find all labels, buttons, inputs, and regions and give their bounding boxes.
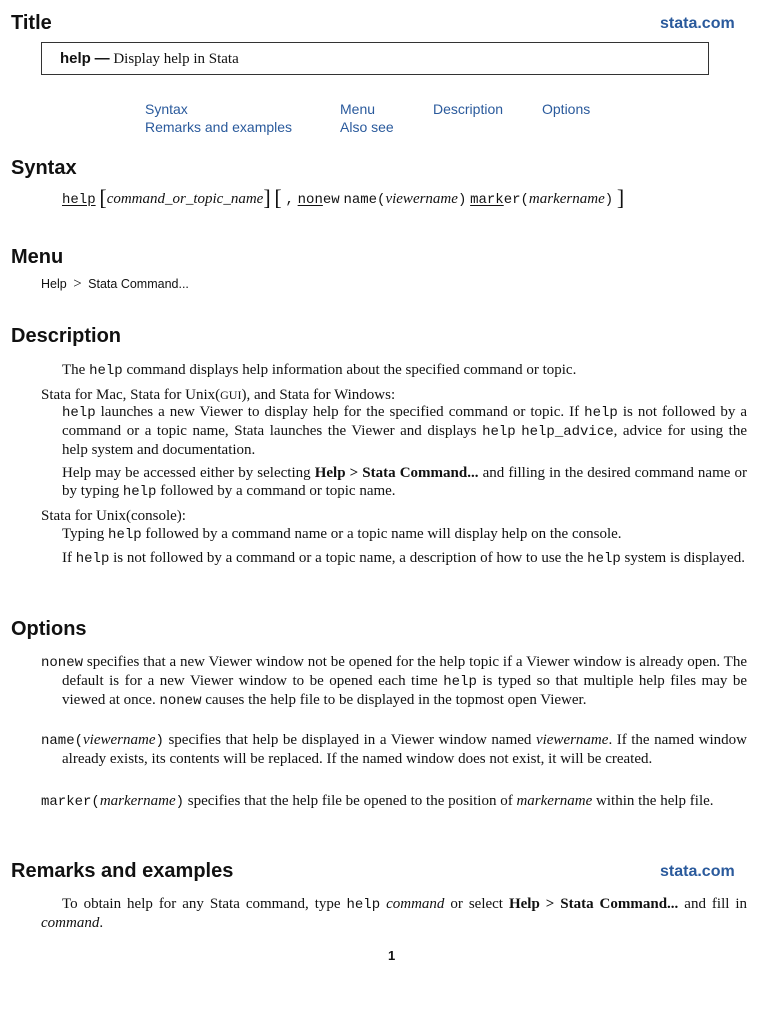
syntax-nonew-option xyxy=(298,192,340,208)
option-nonew-text-c: causes the help file to be displayed in the topmost open Viewer. xyxy=(205,692,587,708)
menu-path-command: Stata Command... xyxy=(88,277,189,291)
option-marker-text-b: within the help file. xyxy=(596,793,714,809)
option-name-arg: viewername xyxy=(83,732,156,748)
description-para-2 xyxy=(62,403,747,459)
desc-p2-code-3: help xyxy=(482,424,516,440)
option-nonew-code: nonew xyxy=(41,655,84,671)
syntax-marker-rest: er( xyxy=(503,192,529,208)
desc-p5-text-b: is not followed by a command or a topic name, a description of how to use the xyxy=(113,550,584,566)
title-cmd: help xyxy=(60,50,91,67)
option-name-arg-2: viewername xyxy=(535,732,609,748)
syntax-rbracket-2: ] xyxy=(616,185,625,210)
syntax-lbracket-1: [ xyxy=(99,185,107,210)
option-marker-arg: markername xyxy=(99,793,176,809)
syntax-viewername-arg: viewername xyxy=(385,191,458,207)
syntax-nonew-rest: ew xyxy=(322,192,340,208)
syntax-line xyxy=(62,185,625,210)
desc-p3-text-b: and filling in the desired command name or by typing xyxy=(62,465,747,499)
nav-menu-link[interactable]: Menu xyxy=(340,101,376,117)
desc-p1-code: help xyxy=(89,363,123,379)
remarks-arg: command xyxy=(386,896,445,912)
stata-link-top[interactable]: stata.com xyxy=(660,15,735,32)
menu-path-help: Help xyxy=(41,277,67,291)
remarks-arg-2: command xyxy=(41,915,100,931)
remarks-heading: Remarks and examples xyxy=(11,860,234,882)
syntax-help-cmd: help xyxy=(62,192,96,208)
title-box-text xyxy=(60,50,239,68)
desc-p4-code: help xyxy=(108,527,142,543)
remarks-para xyxy=(41,895,747,932)
syntax-lbracket-2: [ xyxy=(274,185,282,210)
mac-head-gui: GUI xyxy=(220,388,242,402)
option-nonew-text-a: specifies that a new Viewer window not be opened for the help topic if a Viewer window is already open. The default is for a new Viewer window to be opened each time xyxy=(62,654,748,689)
syntax-heading: Syntax xyxy=(11,157,77,179)
unix-platform-heading: Stata for Unix(console): xyxy=(41,508,186,524)
syntax-rbracket-1: ] xyxy=(263,185,271,210)
page-number: 1 xyxy=(388,948,396,963)
option-name-text-b: . If the named window already exists, its contents will be replaced. If the named window does not exist, it will be created. xyxy=(62,732,747,767)
nav-description-link[interactable]: Description xyxy=(433,101,504,117)
desc-p2-text-c: , advice for using the help system and documentation. xyxy=(62,423,748,458)
desc-p2-text-a: launches a new Viewer to display help for the specified command or topic. If xyxy=(100,404,580,420)
syntax-markername-arg: markername xyxy=(528,191,605,207)
desc-p5-text-a: If xyxy=(62,550,72,566)
option-marker-code: marker( xyxy=(41,794,100,810)
desc-p3-text-a: Help may be accessed either by selecting xyxy=(62,465,311,481)
nav-syntax-link[interactable]: Syntax xyxy=(145,101,188,117)
menu-path xyxy=(41,276,189,293)
option-marker xyxy=(41,792,747,811)
option-nonew-code-3: nonew xyxy=(159,693,202,709)
desc-p5-code-2: help xyxy=(587,551,621,567)
option-nonew-code-2: help xyxy=(443,674,477,690)
stata-link-remarks[interactable]: stata.com xyxy=(660,863,735,880)
syntax-marker-option xyxy=(470,192,529,208)
syntax-arg: command_or_topic_name xyxy=(106,191,264,207)
option-name-code: name( xyxy=(41,733,84,749)
desc-p5-text-c: system is displayed. xyxy=(624,550,745,566)
page-title: Title xyxy=(11,12,52,34)
desc-p5-code-1: help xyxy=(75,551,110,567)
desc-p1-text-b: command displays help information about the specified command or topic. xyxy=(126,362,577,378)
syntax-nonew-abbrev: non xyxy=(297,192,323,208)
desc-p4-text-b: followed by a command name or a topic name will display help on the console. xyxy=(145,526,622,542)
desc-p3-text-c: followed by a command or topic name. xyxy=(160,483,396,499)
syntax-name-option: name( xyxy=(343,192,386,208)
description-para-1 xyxy=(62,361,752,380)
description-heading: Description xyxy=(11,325,122,347)
menu-path-separator: > xyxy=(73,276,82,292)
desc-p3-menu-path: Help > Stata Command... xyxy=(314,465,479,481)
desc-p1-text-a: The xyxy=(62,362,86,378)
syntax-name-close: ) xyxy=(457,192,467,208)
title-box xyxy=(41,42,709,75)
remarks-code: help xyxy=(346,897,381,913)
option-marker-text-a: specifies that the help file be opened to the position of xyxy=(187,793,513,809)
desc-p2-code-4: help_advice xyxy=(521,424,614,440)
desc-p2-text-b: is not followed by a command or a topic name, Stata launches the Viewer and displays xyxy=(62,404,748,439)
menu-heading: Menu xyxy=(11,246,64,268)
remarks-menu-path: Help > Stata Command... xyxy=(508,896,679,912)
option-nonew xyxy=(41,653,747,710)
remarks-text-c: and fill in xyxy=(684,896,748,912)
option-name-close: ) xyxy=(155,733,164,749)
mac-head-a: Stata for Mac, Stata for Unix( xyxy=(41,387,221,403)
option-nonew-text-b: is typed so that multiple help files may be viewed at once. xyxy=(62,673,748,708)
mac-head-b: ), and Stata for Windows: xyxy=(241,387,396,403)
option-marker-arg-2: markername xyxy=(516,793,593,809)
description-para-4 xyxy=(62,525,752,544)
desc-p2-code-2: help xyxy=(584,405,618,421)
desc-p2-code-1: help xyxy=(62,405,96,421)
option-name xyxy=(41,731,747,768)
remarks-text-d: . xyxy=(99,915,104,931)
nav-also-see-link[interactable]: Also see xyxy=(340,119,394,135)
syntax-marker-abbrev: mark xyxy=(470,192,504,208)
nav-remarks-link[interactable]: Remarks and examples xyxy=(145,119,293,135)
title-dash: — xyxy=(94,50,110,67)
option-marker-close: ) xyxy=(175,794,185,810)
option-name-text-a: specifies that help be displayed in a Viewer window named xyxy=(168,732,532,748)
nav-options-link[interactable]: Options xyxy=(542,101,591,117)
options-heading: Options xyxy=(11,618,87,640)
syntax-marker-close: ) xyxy=(604,192,614,208)
remarks-text-a: To obtain help for any Stata command, type xyxy=(62,896,341,912)
remarks-text-b: or select xyxy=(450,896,503,912)
title-desc: Display help in Stata xyxy=(113,51,239,67)
syntax-comma: , xyxy=(285,192,294,208)
desc-p3-code: help xyxy=(122,484,157,500)
description-para-3 xyxy=(62,464,747,501)
mac-platform-heading xyxy=(41,386,751,404)
desc-p4-text-a: Typing xyxy=(62,526,105,542)
description-para-5 xyxy=(62,549,747,568)
